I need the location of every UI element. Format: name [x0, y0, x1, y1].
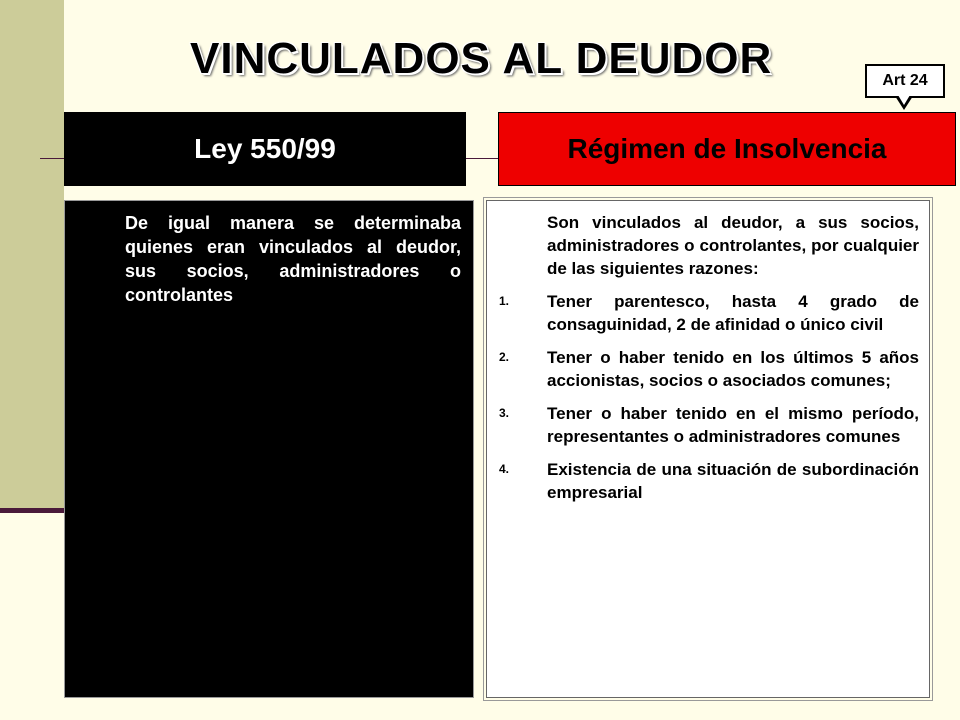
strip-divider-line — [0, 508, 64, 513]
list-item-number: 1. — [499, 294, 510, 308]
connector-line-left — [40, 158, 64, 159]
left-column-body — [64, 200, 474, 698]
connector-line-middle — [466, 158, 498, 159]
list-item — [497, 458, 919, 504]
list-item-number: 3. — [499, 406, 510, 420]
right-column-header: Régimen de Insolvencia — [498, 112, 956, 186]
right-column-body — [486, 200, 930, 698]
list-item — [497, 290, 919, 336]
list-item-text: Existencia de una situación de subordinación empresarial — [547, 460, 919, 502]
list-item-number: 4. — [499, 462, 510, 476]
list-item — [497, 346, 919, 392]
left-decorative-strip — [0, 0, 64, 510]
list-item-text: Tener o haber tenido en el mismo período, representantes o administradores comunes — [547, 404, 919, 446]
article-callout: Art 24 — [865, 64, 945, 98]
list-item-number: 2. — [499, 350, 510, 364]
list-item — [497, 402, 919, 448]
callout-pointer-fill — [898, 95, 910, 105]
left-column-header: Ley 550/99 — [64, 112, 466, 186]
left-column-text: De igual manera se determinaba quienes eran vinculados al deudor, sus socios, administradores o controlantes — [125, 213, 461, 305]
slide-title: VINCULADOS AL DEUDOR — [190, 34, 773, 83]
list-item-text: Tener o haber tenido en los últimos 5 años accionistas, socios o asociados comunes; — [547, 348, 919, 390]
right-column-intro: Son vinculados al deudor, a sus socios, administradores o controlantes, por cualquier de las siguientes razones: — [547, 213, 919, 278]
list-item-text: Tener parentesco, hasta 4 grado de consaguinidad, 2 de afinidad o único civil — [547, 292, 919, 334]
